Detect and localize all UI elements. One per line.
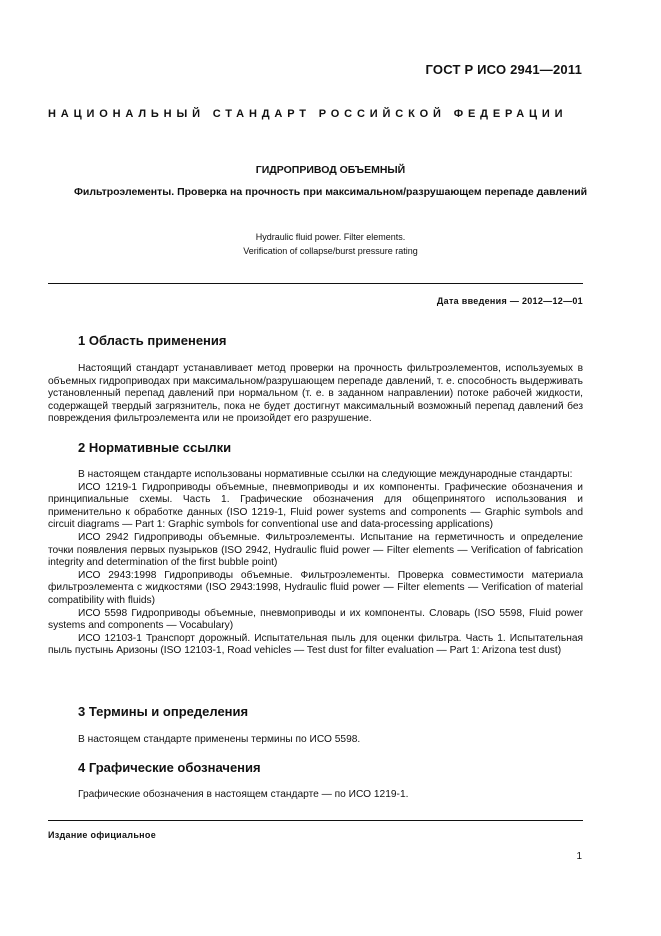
section-3-heading: 3 Термины и определения [78, 704, 249, 719]
section-4-heading: 4 Графические обозначения [78, 760, 261, 775]
footer-divider [48, 820, 583, 821]
english-title-line-1: Hydraulic fluid power. Filter elements. [255, 232, 406, 242]
english-title [48, 230, 613, 258]
paragraph: В настоящем стандарте применены термины по ИСО 5598. [78, 734, 361, 745]
reference-iso-2942: ИСО 2942 Гидроприводы объемные. Фильтроэлементы. Испытание на герметичность и определение точки появления первых пузырьков (ISO 2942, Hydraulic fluid power — Filter elements — Verification of fabrication integrity and determination of the first bubble point) [48, 531, 583, 569]
reference-iso-2943: ИСО 2943:1998 Гидроприводы объемные. Фильтроэлементы. Проверка совместимости материала фильтроэлемента с жидкостями (ISO 2943:1998, Hydraulic fluid power — Filter elements — Verification of material compatibility with fluids) [48, 569, 583, 606]
reference-iso-5598: ИСО 5598 Гидроприводы объемные, пневмоприводы и их компоненты. Словарь (ISO 5598, Fluid power systems and components — Vocabulary) [48, 607, 583, 632]
edition-note: Издание официальное [48, 830, 157, 840]
section-2-body [48, 469, 583, 658]
document-title: ГИДРОПРИВОД ОБЪЕМНЫЙ [255, 164, 406, 176]
document-subtitle: Фильтроэлементы. Проверка на прочность при максимальном/разрушающем перепаде давлений [73, 186, 588, 198]
section-4-body [48, 789, 583, 802]
introduction-date: Дата введения — 2012—12—01 [436, 296, 583, 306]
national-standard-banner: НАЦИОНАЛЬНЫЙ СТАНДАРТ РОССИЙСКОЙ ФЕДЕРАЦИИ [48, 108, 568, 120]
section-1-heading: 1 Область применения [78, 333, 227, 348]
paragraph: Графические обозначения в настоящем стандарте — по ИСО 1219-1. [78, 789, 409, 800]
paragraph: В настоящем стандарте использованы нормативные ссылки на следующие международные стандарты: [78, 469, 573, 480]
english-title-line-2: Verification of collapse/burst pressure rating [243, 246, 418, 256]
section-1-body [48, 363, 583, 426]
reference-iso-1219-1: ИСО 1219-1 Гидроприводы объемные, пневмоприводы и их компоненты. Графические обозначения и принципиальные схемы. Часть 1. Графические обозначения для общепринятого использования и применительно к обработке данных (ISO 1219-1, Fluid power systems and components — Graphic symbols and circuit diagrams — Part 1: Graphic symbols for conventional use and data-processing applications) [48, 481, 583, 531]
reference-iso-12103-1: ИСО 12103-1 Транспорт дорожный. Испытательная пыль для оценки фильтра. Часть 1. Испытательная пыль пустынь Аризоны (ISO 12103-1, Road vehicles — Test dust for filter evaluation — Part 1: Arizona test dust) [48, 632, 583, 657]
section-2-heading: 2 Нормативные ссылки [78, 440, 232, 455]
document-code: ГОСТ Р ИСО 2941—2011 [425, 62, 582, 77]
section-3-body [48, 734, 583, 747]
header-divider [48, 283, 583, 284]
page-number: 1 [576, 851, 582, 862]
paragraph: Настоящий стандарт устанавливает метод проверки на прочность фильтроэлементов, используемых в объемных гидроприводах при максимальном/разрушающем перепаде давлений, т. е. способность выдерживать установленный перепад давлений при нормальном (т. е. в заданном направлении) потоке рабочей жидкости, содержащей твердый загрязнитель, пока не будет достигнут максимальный возможный перепад давлений без повреждения фильтроэлемента или не произойдет его разрушение. [48, 363, 583, 425]
